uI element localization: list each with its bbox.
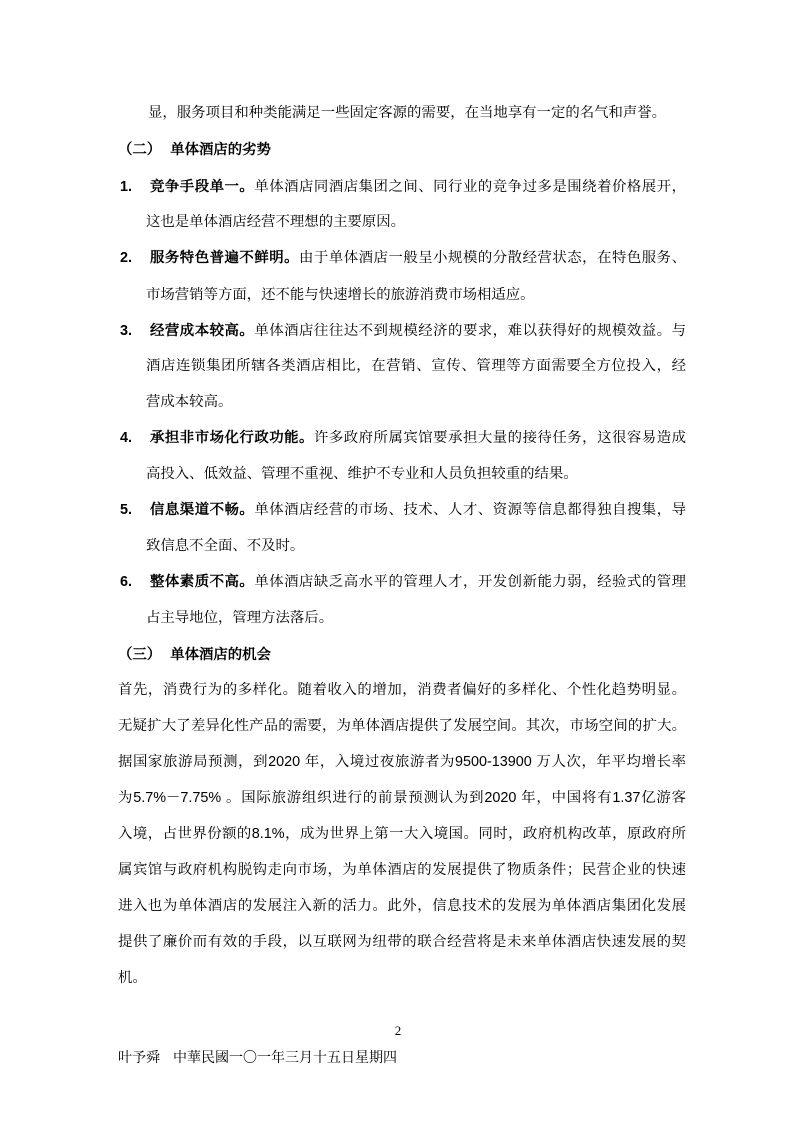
list-item-text bbox=[150, 248, 686, 268]
list-item-text bbox=[150, 321, 686, 341]
paragraph-line: 入境，占世界份额的8.1%，成为世界上第一大入境国。同时，政府机构改革，原政府所 bbox=[118, 826, 686, 842]
list-item-title: 整体素质不高。 bbox=[150, 574, 255, 590]
paragraph-line: 属宾馆与政府机构脱钩走向市场，为单体酒店的发展提供了物质条件；民营企业的快速 bbox=[118, 862, 686, 878]
list-item-number: 3. bbox=[120, 323, 133, 339]
list-item-first-line: 单体酒店缺乏高水平的管理人才，开发创新能力弱，经验式的管理 bbox=[254, 574, 686, 590]
list-item-continuation: 营成本较高。 bbox=[146, 394, 233, 410]
paragraph-line: 据国家旅游局预测，到2020 年，入境过夜旅游者为9500-13900 万人次，年平均增长率 bbox=[118, 754, 686, 770]
paragraph-line: 提供了廉价而有效的手段，以互联网为纽带的联合经营将是未来单体酒店快速发展的契 bbox=[118, 934, 686, 950]
paragraph-line: 进入也为单体酒店的发展注入新的活力。此外，信息技术的发展为单体酒店集团化发展 bbox=[118, 898, 686, 914]
list-item-number: 1. bbox=[120, 179, 133, 195]
footer-author: 叶予舜 bbox=[118, 1049, 160, 1065]
section-heading-weaknesses bbox=[118, 140, 271, 160]
list-item-text bbox=[150, 500, 686, 520]
page-number: 2 bbox=[394, 1023, 402, 1038]
list-item-first-line: 单体酒店经营的市场、技术、人才、资源等信息都得独自搜集，导 bbox=[254, 502, 686, 518]
list-item-continuation: 这也是单体酒店经营不理想的主要原因。 bbox=[146, 214, 406, 230]
paragraph-line: 首先，消费行为的多样化。随着收入的增加，消费者偏好的多样化、个性化趋势明显。 bbox=[118, 682, 686, 698]
list-item-title: 服务特色普遍不鲜明。 bbox=[150, 250, 300, 266]
page-footer bbox=[118, 1047, 397, 1067]
heading-text: 单体酒店的机会 bbox=[170, 647, 271, 663]
list-item-first-line: 由于单体酒店一般呈小规模的分散经营状态，在特色服务、 bbox=[299, 250, 686, 266]
list-item-continuation: 致信息不全面、不及时。 bbox=[146, 538, 305, 554]
footer-date: 中華民國一〇一年三月十五日星期四 bbox=[173, 1049, 397, 1065]
list-item-number: 5. bbox=[120, 502, 133, 518]
list-item-text bbox=[150, 177, 686, 197]
section-heading-opportunities bbox=[118, 645, 271, 665]
list-item-title: 竞争手段单一。 bbox=[150, 179, 255, 195]
heading-number: （三） bbox=[118, 647, 162, 663]
list-item-number: 4. bbox=[120, 430, 133, 446]
list-item-text bbox=[150, 428, 686, 448]
list-item-title: 承担非市场化行政功能。 bbox=[150, 430, 314, 446]
list-item-title: 信息渠道不畅。 bbox=[150, 502, 255, 518]
list-item-number: 2. bbox=[120, 250, 133, 266]
list-item-title: 经营成本较高。 bbox=[150, 323, 255, 339]
list-item-continuation: 市场营销等方面，还不能与快速增长的旅游消费市场相适应。 bbox=[146, 287, 535, 303]
list-item-continuation: 高投入、低效益、管理不重视、维护不专业和人员负担较重的结果。 bbox=[146, 466, 578, 482]
list-item-continuation: 酒店连锁集团所辖各类酒店相比，在营销、宣传、管理等方面需要全方位投入，经 bbox=[146, 358, 686, 374]
paragraph-line: 无疑扩大了差异化性产品的需要，为单体酒店提供了发展空间。其次，市场空间的扩大。 bbox=[118, 718, 686, 734]
list-item-first-line: 单体酒店往往达不到规模经济的要求，难以获得好的规模效益。与 bbox=[254, 323, 686, 339]
list-item-number: 6. bbox=[120, 574, 133, 590]
list-item-first-line: 许多政府所属宾馆要承担大量的接待任务，这很容易造成 bbox=[313, 430, 686, 446]
paragraph-line: 机。 bbox=[118, 970, 147, 986]
heading-text: 单体酒店的劣势 bbox=[170, 142, 271, 158]
paragraph-line: 为5.7%－7.75% 。国际旅游组织进行的前景预测认为到2020 年，中国将有1.37亿游客 bbox=[118, 790, 686, 806]
list-item-continuation: 占主导地位，管理方法落后。 bbox=[146, 610, 334, 626]
list-item-first-line: 单体酒店同酒店集团之间、同行业的竞争过多是围绕着价格展开， bbox=[254, 179, 686, 195]
lead-line: 显，服务项目和种类能满足一些固定客源的需要，在当地享有一定的名气和声誉。 bbox=[148, 105, 667, 121]
heading-number: （二） bbox=[118, 142, 162, 158]
list-item-text bbox=[150, 572, 686, 592]
